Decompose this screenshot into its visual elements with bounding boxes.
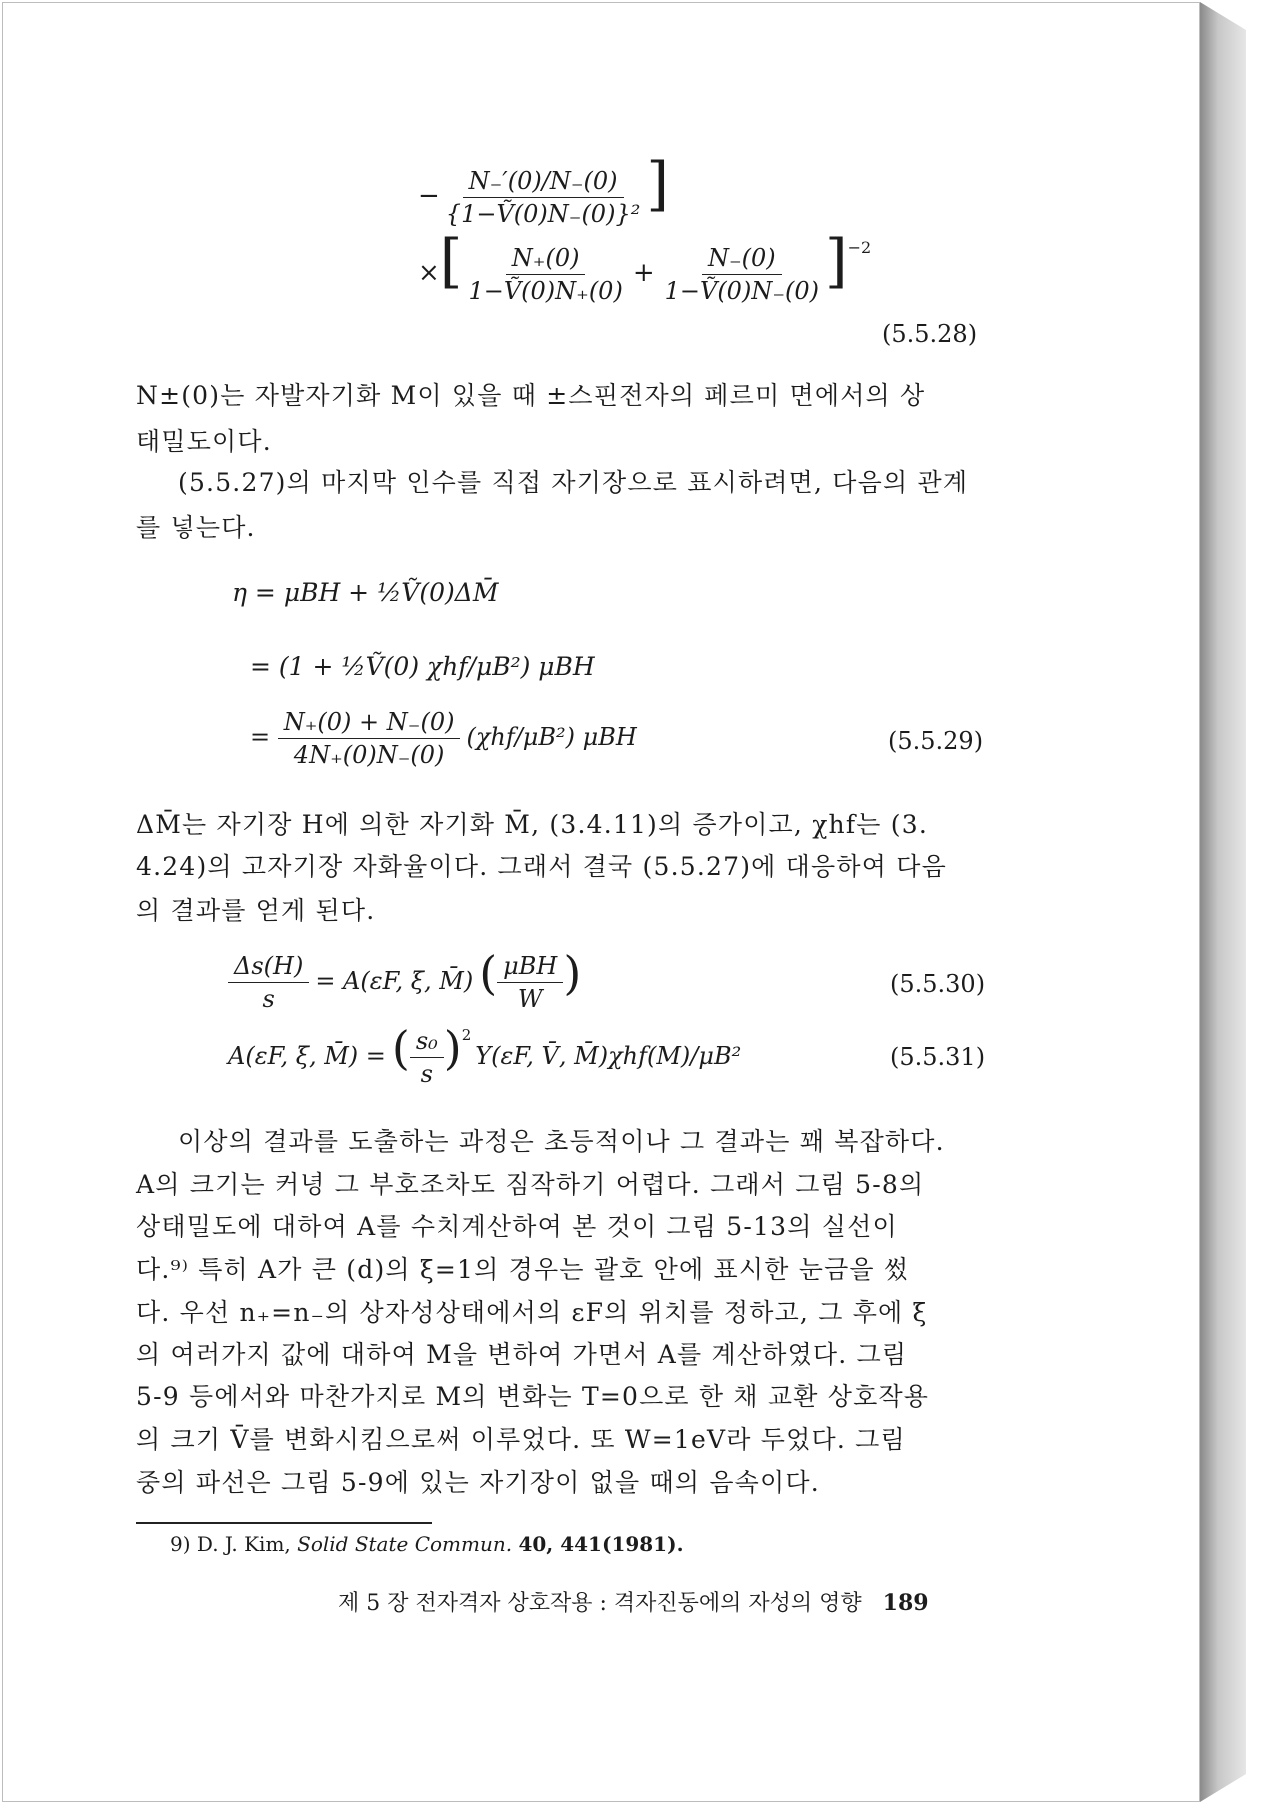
- eq28-den1: {1−Ṽ(0)N₋(0)}²: [445, 200, 641, 228]
- footnote-author: 9) D. J. Kim,: [170, 1532, 291, 1556]
- paragraph-4-line-8: 의 크기 V̄를 변화시킴으로써 이루었다. 또 W=1eV라 두었다. 그림: [136, 1425, 906, 1454]
- eq30-rhs-den: W: [517, 985, 543, 1013]
- equation-eta-row-2: = (1 + ½Ṽ(0) χhf/μB²) μBH: [250, 652, 595, 681]
- paragraph-4-line-5: 다. 우선 n₊=n₋의 상자성상태에서의 εF의 위치를 정하고, 그 후에 ξ: [136, 1298, 928, 1327]
- eq30-rhs-num: μBH: [497, 952, 563, 983]
- eq29-row3-tail: (χhf/μB²) μBH: [466, 723, 637, 751]
- equation-5-5-30: $\frac{\Delta s(H)}{s}$ = A(εF, ξ, M̄) ( $\frac{\text{μBH}}{W}$ ): [228, 950, 581, 1013]
- paragraph-4-line-7: 5-9 등에서와 마찬가지로 M의 변화는 T=0으로 한 채 교환 상호작용: [136, 1382, 930, 1411]
- eq28-frac1-den: 1−Ṽ(0)N₊(0): [468, 277, 623, 305]
- page-number: 189: [882, 1590, 929, 1616]
- paragraph-4-line-9: 중의 파선은 그림 5-9에 있는 자기장이 없을 때의 음속이다.: [136, 1468, 820, 1497]
- eq31-tail: Y(εF, V̄, M̄)χhf(M)/μB²: [475, 1042, 742, 1070]
- eq30-rhs: = A(εF, ξ, M̄): [315, 967, 474, 995]
- paragraph-3-line-3: 의 결과를 얻게 된다.: [136, 896, 376, 925]
- eq31-lhs: A(εF, ξ, M̄) =: [228, 1042, 386, 1070]
- eq28-exponent: −2: [847, 238, 872, 257]
- footnote-journal: Solid State Commun.: [297, 1532, 513, 1556]
- footnote-reference: 40, 441(1981).: [518, 1532, 684, 1556]
- eq30-lhs-num: Δs(H): [228, 952, 309, 983]
- paragraph-2-line-1: (5.5.27)의 마지막 인수를 직접 자기장으로 표시하려면, 다음의 관계: [178, 468, 969, 497]
- eq29-row3-num: N₊(0) + N₋(0): [278, 708, 461, 739]
- eq28-frac1-num: N₊(0): [506, 244, 586, 275]
- equation-5-5-28-line2: ×[ $\frac{N_+(0)}{\text{1−Ṽ(0)N₊(0)}}$ + $\frac{N_-(0)}{\text{1−Ṽ(0)N₋(0)}}$ ]$^{-2}$: [418, 227, 872, 305]
- eq29-row3-den: 4N₊(0)N₋(0): [293, 741, 445, 769]
- paragraph-4-line-4: 다.⁹⁾ 특히 A가 큰 (d)의 ξ=1의 경우는 괄호 안에 표시한 눈금을 썼: [136, 1255, 910, 1284]
- equation-number-5-5-28: (5.5.28): [882, 320, 978, 348]
- equation-eta-row-1: η = μBH + ½Ṽ(0)ΔM̄: [232, 578, 499, 607]
- paragraph-4-line-6: 의 여러가지 값에 대하여 M을 변하여 가면서 A를 계산하였다. 그림: [136, 1340, 908, 1369]
- footnote-rule: [136, 1522, 432, 1524]
- paragraph-1-line-1: N±(0)는 자발자기화 M이 있을 때 ±스핀전자의 페르미 면에서의 상: [136, 381, 926, 410]
- paragraph-2-line-2: 를 넣는다.: [136, 513, 256, 542]
- eq28-frac2-den: 1−Ṽ(0)N₋(0): [664, 277, 819, 305]
- eq31-den: s: [420, 1060, 433, 1088]
- equation-5-5-31: A(εF, ξ, M̄) = ( $\frac{\text{s₀}}{s}$ )$^2$Y(εF, V̄, M̄)χhf(M)/μB²: [228, 1021, 742, 1088]
- equation-number-5-5-29: (5.5.29): [888, 727, 984, 755]
- paragraph-1-line-2: 태밀도이다.: [136, 427, 272, 456]
- paragraph-3-line-1: ΔM̄는 자기장 H에 의한 자기화 M̄, (3.4.11)의 증가이고, χhf는 (3.: [136, 810, 929, 839]
- paragraph-4-line-3: 상태밀도에 대하여 A를 수치계산하여 본 것이 그림 5-13의 실선이: [136, 1212, 898, 1241]
- page-stack-edge: [1200, 2, 1246, 1802]
- running-footer-chapter: 제 5 장 전자격자 상호작용 : 격자진동에의 자성의 영향: [338, 1591, 862, 1616]
- eq30-lhs-den: s: [262, 985, 275, 1013]
- equation-number-5-5-30: (5.5.30): [890, 970, 986, 998]
- equation-number-5-5-31: (5.5.31): [890, 1043, 986, 1071]
- paragraph-4-line-2: A의 크기는 커녕 그 부호조차도 짐작하기 어렵다. 그래서 그림 5-8의: [136, 1170, 925, 1199]
- eq28-frac2-num: N₋(0): [702, 244, 782, 275]
- footnote: [170, 1532, 684, 1556]
- running-footer: [338, 1586, 929, 1617]
- equation-5-5-28-line1: − $\frac{N_-'(0)/N_-(0)}{\text{\{1−Ṽ(0)N₋(0)\}²}}$ ]: [418, 150, 669, 228]
- paragraph-4-line-1: 이상의 결과를 도출하는 과정은 초등적이나 그 결과는 꽤 복잡하다.: [178, 1127, 945, 1156]
- equation-eta-row-3: = $\frac{N_+(0) + N_-(0)}{4N_+(0)N_-(0)}$ (χhf/μB²) μBH: [250, 708, 637, 769]
- eq31-num: s₀: [410, 1027, 444, 1058]
- paragraph-3-line-2: 4.24)의 고자기장 자화율이다. 그래서 결국 (5.5.27)에 대응하여 다음: [136, 852, 947, 881]
- eq28-num1: N₋′(0)/N₋(0): [463, 167, 624, 198]
